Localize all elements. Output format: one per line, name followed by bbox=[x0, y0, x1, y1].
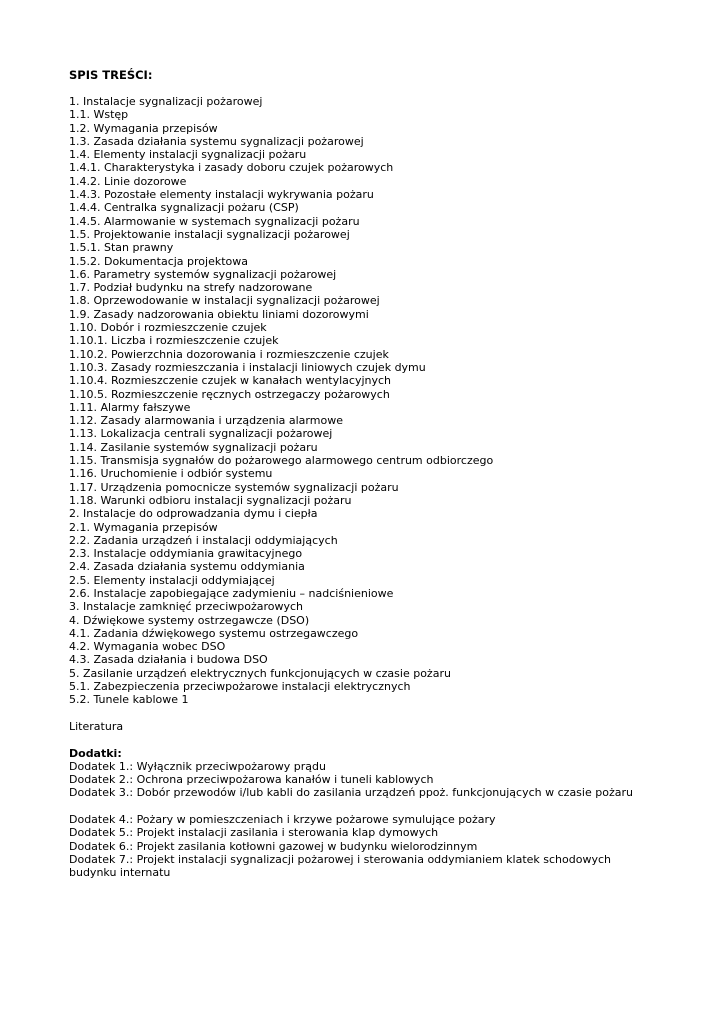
toc-entry: 1.9. Zasady nadzorowania obiektu liniami dozorowymi bbox=[69, 307, 369, 321]
appendix-list-1 bbox=[69, 760, 699, 800]
toc-entry: 1.5.1. Stan prawny bbox=[69, 241, 174, 255]
spacer bbox=[69, 800, 699, 813]
toc-entry: 2. Instalacje do odprowadzania dymu i ciepła bbox=[69, 507, 318, 521]
toc-entry: 1.5. Projektowanie instalacji sygnalizacji pożarowej bbox=[69, 227, 350, 241]
toc-entry: 1.10.4. Rozmieszczenie czujek w kanałach wentylacyjnych bbox=[69, 374, 392, 388]
toc-entry: 1.10.3. Zasady rozmieszczania i instalacji liniowych czujek dymu bbox=[69, 360, 426, 374]
toc-entry: 1.17. Urządzenia pomocnicze systemów sygnalizacji pożaru bbox=[69, 480, 399, 494]
toc-entry: 1.10. Dobór i rozmieszczenie czujek bbox=[69, 321, 267, 335]
toc-entry: 1.12. Zasady alarmowania i urządzenia alarmowe bbox=[69, 414, 343, 428]
toc-entry: 1.11. Alarmy fałszywe bbox=[69, 400, 191, 414]
appendix-heading: Dodatki: bbox=[69, 746, 122, 760]
toc-entry: 3. Instalacje zamknięć przeciwpożarowych bbox=[69, 600, 304, 614]
appendix-entry: Dodatek 5.: Projekt instalacji zasilania i sterowania klap dymowych bbox=[69, 826, 439, 840]
toc-entry: 1.6. Parametry systemów sygnalizacji pożarowej bbox=[69, 267, 337, 281]
toc-entry: 4.2. Wymagania wobec DSO bbox=[69, 640, 226, 654]
toc-entry: 4.1. Zadania dźwiękowego systemu ostrzegawczego bbox=[69, 626, 359, 640]
toc-entry: 1.15. Transmisja sygnałów do pożarowego alarmowego centrum odbiorczego bbox=[69, 454, 494, 468]
toc-entry: 5. Zasilanie urządzeń elektrycznych funkcjonujących w czasie pożaru bbox=[69, 666, 451, 680]
spacer bbox=[69, 707, 699, 720]
appendix-entry: Dodatek 4.: Pożary w pomieszczeniach i krzywe pożarowe symulujące pożary bbox=[69, 813, 496, 827]
appendix-entry: Dodatek 6.: Projekt zasilania kotłowni gazowej w budynku wielorodzinnym bbox=[69, 839, 478, 853]
toc-entry: 1.10.2. Powierzchnia dozorowania i rozmieszczenie czujek bbox=[69, 347, 389, 361]
toc-entry: 1.3. Zasada działania systemu sygnalizacji pożarowej bbox=[69, 134, 364, 148]
toc-entry: 1.8. Oprzewodowanie w instalacji sygnalizacji pożarowej bbox=[69, 294, 380, 308]
toc-entry: 2.1. Wymagania przepisów bbox=[69, 520, 218, 534]
toc-entry: 1.4.1. Charakterystyka i zasady doboru czujek pożarowych bbox=[69, 161, 394, 175]
toc-entry: 1.2. Wymagania przepisów bbox=[69, 121, 218, 135]
toc-entry: 1.10.1. Liczba i rozmieszczenie czujek bbox=[69, 334, 279, 348]
toc-entry: 1.10.5. Rozmieszczenie ręcznych ostrzegaczy pożarowych bbox=[69, 387, 390, 401]
toc-entry: 1. Instalacje sygnalizacji pożarowej bbox=[69, 95, 263, 108]
toc-list bbox=[69, 95, 699, 707]
toc-entry: 5.2. Tunele kablowe 1 bbox=[69, 693, 189, 707]
toc-entry: 2.4. Zasada działania systemu oddymiania bbox=[69, 560, 305, 574]
toc-entry: 2.5. Elementy instalacji oddymiającej bbox=[69, 573, 275, 587]
appendix-entry: Dodatek 3.: Dobór przewodów i/lub kabli do zasilania urządzeń ppoż. funkcjonujących w czasie pożaru bbox=[69, 786, 633, 800]
toc-entry: 1.5.2. Dokumentacja projektowa bbox=[69, 254, 249, 268]
toc-entry: 1.18. Warunki odbioru instalacji sygnalizacji pożaru bbox=[69, 493, 352, 507]
toc-entry: 1.1. Wstęp bbox=[69, 108, 129, 122]
toc-entry: 1.4.5. Alarmowanie w systemach sygnalizacji pożaru bbox=[69, 214, 360, 228]
toc-entry: 1.4.3. Pozostałe elementy instalacji wykrywania pożaru bbox=[69, 188, 374, 202]
toc-entry: 4. Dźwiękowe systemy ostrzegawcze (DSO) bbox=[69, 613, 310, 627]
toc-entry: 2.6. Instalacje zapobiegające zadymieniu – nadciśnieniowe bbox=[69, 586, 394, 600]
toc-entry: 1.13. Lokalizacja centrali sygnalizacji pożarowej bbox=[69, 427, 333, 441]
toc-entry: 4.3. Zasada działania i budowa DSO bbox=[69, 653, 268, 667]
appendix-entry: Dodatek 7.: Projekt instalacji sygnalizacji pożarowej i sterowania oddymianiem klatek schodowych budynku internatu bbox=[69, 852, 611, 880]
toc-entry: 1.4. Elementy instalacji sygnalizacji pożaru bbox=[69, 148, 307, 162]
appendix-entry: Dodatek 2.: Ochrona przeciwpożarowa kanałów i tuneli kablowych bbox=[69, 773, 434, 787]
toc-entry: 1.16. Uruchomienie i odbiór systemu bbox=[69, 467, 273, 481]
appendix-entry: Dodatek 1.: Wyłącznik przeciwpożarowy prądu bbox=[69, 759, 326, 773]
toc-entry: 2.2. Zadania urządzeń i instalacji oddymiających bbox=[69, 533, 338, 547]
document-page bbox=[69, 68, 699, 880]
toc-entry: 1.14. Zasilanie systemów sygnalizacji pożaru bbox=[69, 440, 318, 454]
toc-entry: 1.4.2. Linie dozorowe bbox=[69, 174, 187, 188]
toc-entry: 5.1. Zabezpieczenia przeciwpożarowe instalacji elektrycznych bbox=[69, 680, 411, 694]
appendix-list-2 bbox=[69, 813, 699, 879]
toc-heading: SPIS TREŚCI: bbox=[69, 68, 153, 82]
literature-entry: Literatura bbox=[69, 719, 124, 733]
toc-entry: 2.3. Instalacje oddymiania grawitacyjnego bbox=[69, 547, 303, 561]
toc-entry: 1.7. Podział budynku na strefy nadzorowane bbox=[69, 281, 313, 295]
spacer bbox=[69, 733, 699, 746]
toc-entry: 1.4.4. Centralka sygnalizacji pożaru (CSP) bbox=[69, 201, 299, 215]
